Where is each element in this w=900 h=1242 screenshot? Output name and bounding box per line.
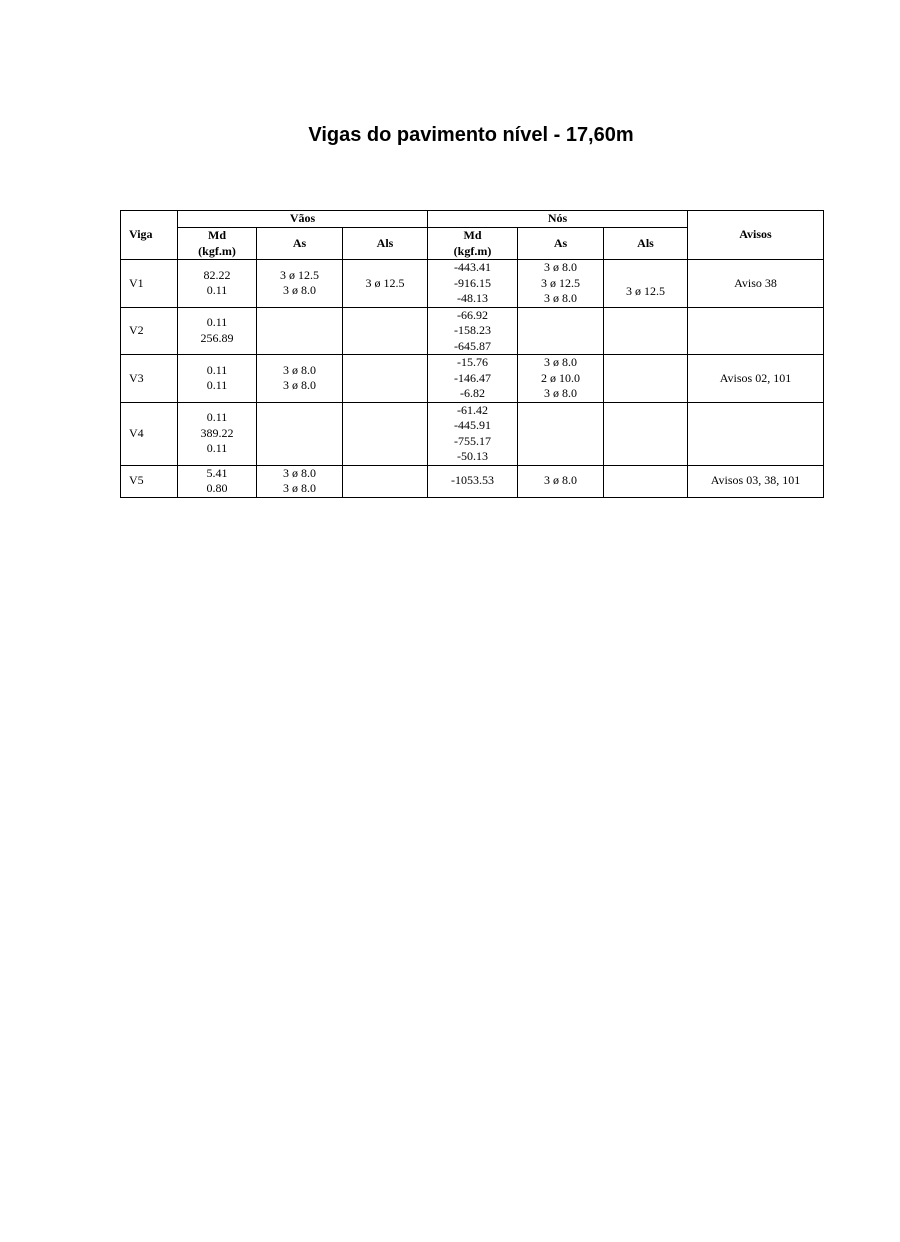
- cell-vaos-as: [257, 307, 343, 355]
- table-row: [121, 402, 824, 465]
- cell-viga: V4: [121, 402, 178, 465]
- cell-vaos-md: 0.11 256.89: [178, 307, 257, 355]
- table-row: [121, 260, 824, 308]
- header-vaos-md: Md (kgf.m): [178, 228, 257, 260]
- cell-nos-als: [604, 355, 688, 403]
- cell-nos-md: -443.41 -916.15 -48.13: [428, 260, 518, 308]
- cell-vaos-as: [257, 402, 343, 465]
- cell-vaos-als: [343, 307, 428, 355]
- table-row: [121, 355, 824, 403]
- cell-vaos-md: 5.41 0.80: [178, 465, 257, 497]
- header-vaos-as: As: [257, 228, 343, 260]
- header-viga: Viga: [121, 211, 178, 260]
- cell-nos-as: 3 ø 8.0 3 ø 12.5 3 ø 8.0: [518, 260, 604, 308]
- cell-nos-as: 3 ø 8.0 2 ø 10.0 3 ø 8.0: [518, 355, 604, 403]
- cell-avisos: [688, 307, 824, 355]
- cell-nos-als: [604, 307, 688, 355]
- cell-nos-as: 3 ø 8.0: [518, 465, 604, 497]
- cell-nos-als: [604, 465, 688, 497]
- cell-viga: V5: [121, 465, 178, 497]
- table-body: [121, 260, 824, 498]
- header-nos-md: Md (kgf.m): [428, 228, 518, 260]
- cell-nos-md: -61.42 -445.91 -755.17 -50.13: [428, 402, 518, 465]
- header-nos-as: As: [518, 228, 604, 260]
- table-row: [121, 465, 824, 497]
- cell-nos-as: [518, 307, 604, 355]
- cell-viga: V2: [121, 307, 178, 355]
- header-nos-als: Als: [604, 228, 688, 260]
- cell-avisos: Avisos 03, 38, 101: [688, 465, 824, 497]
- cell-vaos-als: 3 ø 12.5: [343, 260, 428, 308]
- cell-viga: V3: [121, 355, 178, 403]
- cell-vaos-md: 0.11 0.11: [178, 355, 257, 403]
- table-row: [121, 307, 824, 355]
- cell-vaos-als: [343, 355, 428, 403]
- beams-table: [120, 210, 824, 498]
- cell-nos-md: -66.92 -158.23 -645.87: [428, 307, 518, 355]
- page-title: Vigas do pavimento nível - 17,60m: [308, 124, 634, 146]
- cell-avisos: Aviso 38: [688, 260, 824, 308]
- cell-nos-als: [604, 402, 688, 465]
- cell-nos-als: 3 ø 12.5: [604, 260, 688, 308]
- cell-viga: V1: [121, 260, 178, 308]
- header-nos: Nós: [428, 211, 688, 228]
- cell-nos-md: -1053.53: [428, 465, 518, 497]
- cell-vaos-as: 3 ø 12.5 3 ø 8.0: [257, 260, 343, 308]
- cell-vaos-md: 0.11 389.22 0.11: [178, 402, 257, 465]
- cell-vaos-as: 3 ø 8.0 3 ø 8.0: [257, 355, 343, 403]
- header-avisos: Avisos: [688, 211, 824, 260]
- cell-vaos-als: [343, 402, 428, 465]
- cell-vaos-as: 3 ø 8.0 3 ø 8.0: [257, 465, 343, 497]
- cell-vaos-md: 82.22 0.11: [178, 260, 257, 308]
- cell-nos-md: -15.76 -146.47 -6.82: [428, 355, 518, 403]
- cell-nos-as: [518, 402, 604, 465]
- cell-avisos: Avisos 02, 101: [688, 355, 824, 403]
- cell-avisos: [688, 402, 824, 465]
- cell-vaos-als: [343, 465, 428, 497]
- header-vaos-als: Als: [343, 228, 428, 260]
- header-vaos: Vãos: [178, 211, 428, 228]
